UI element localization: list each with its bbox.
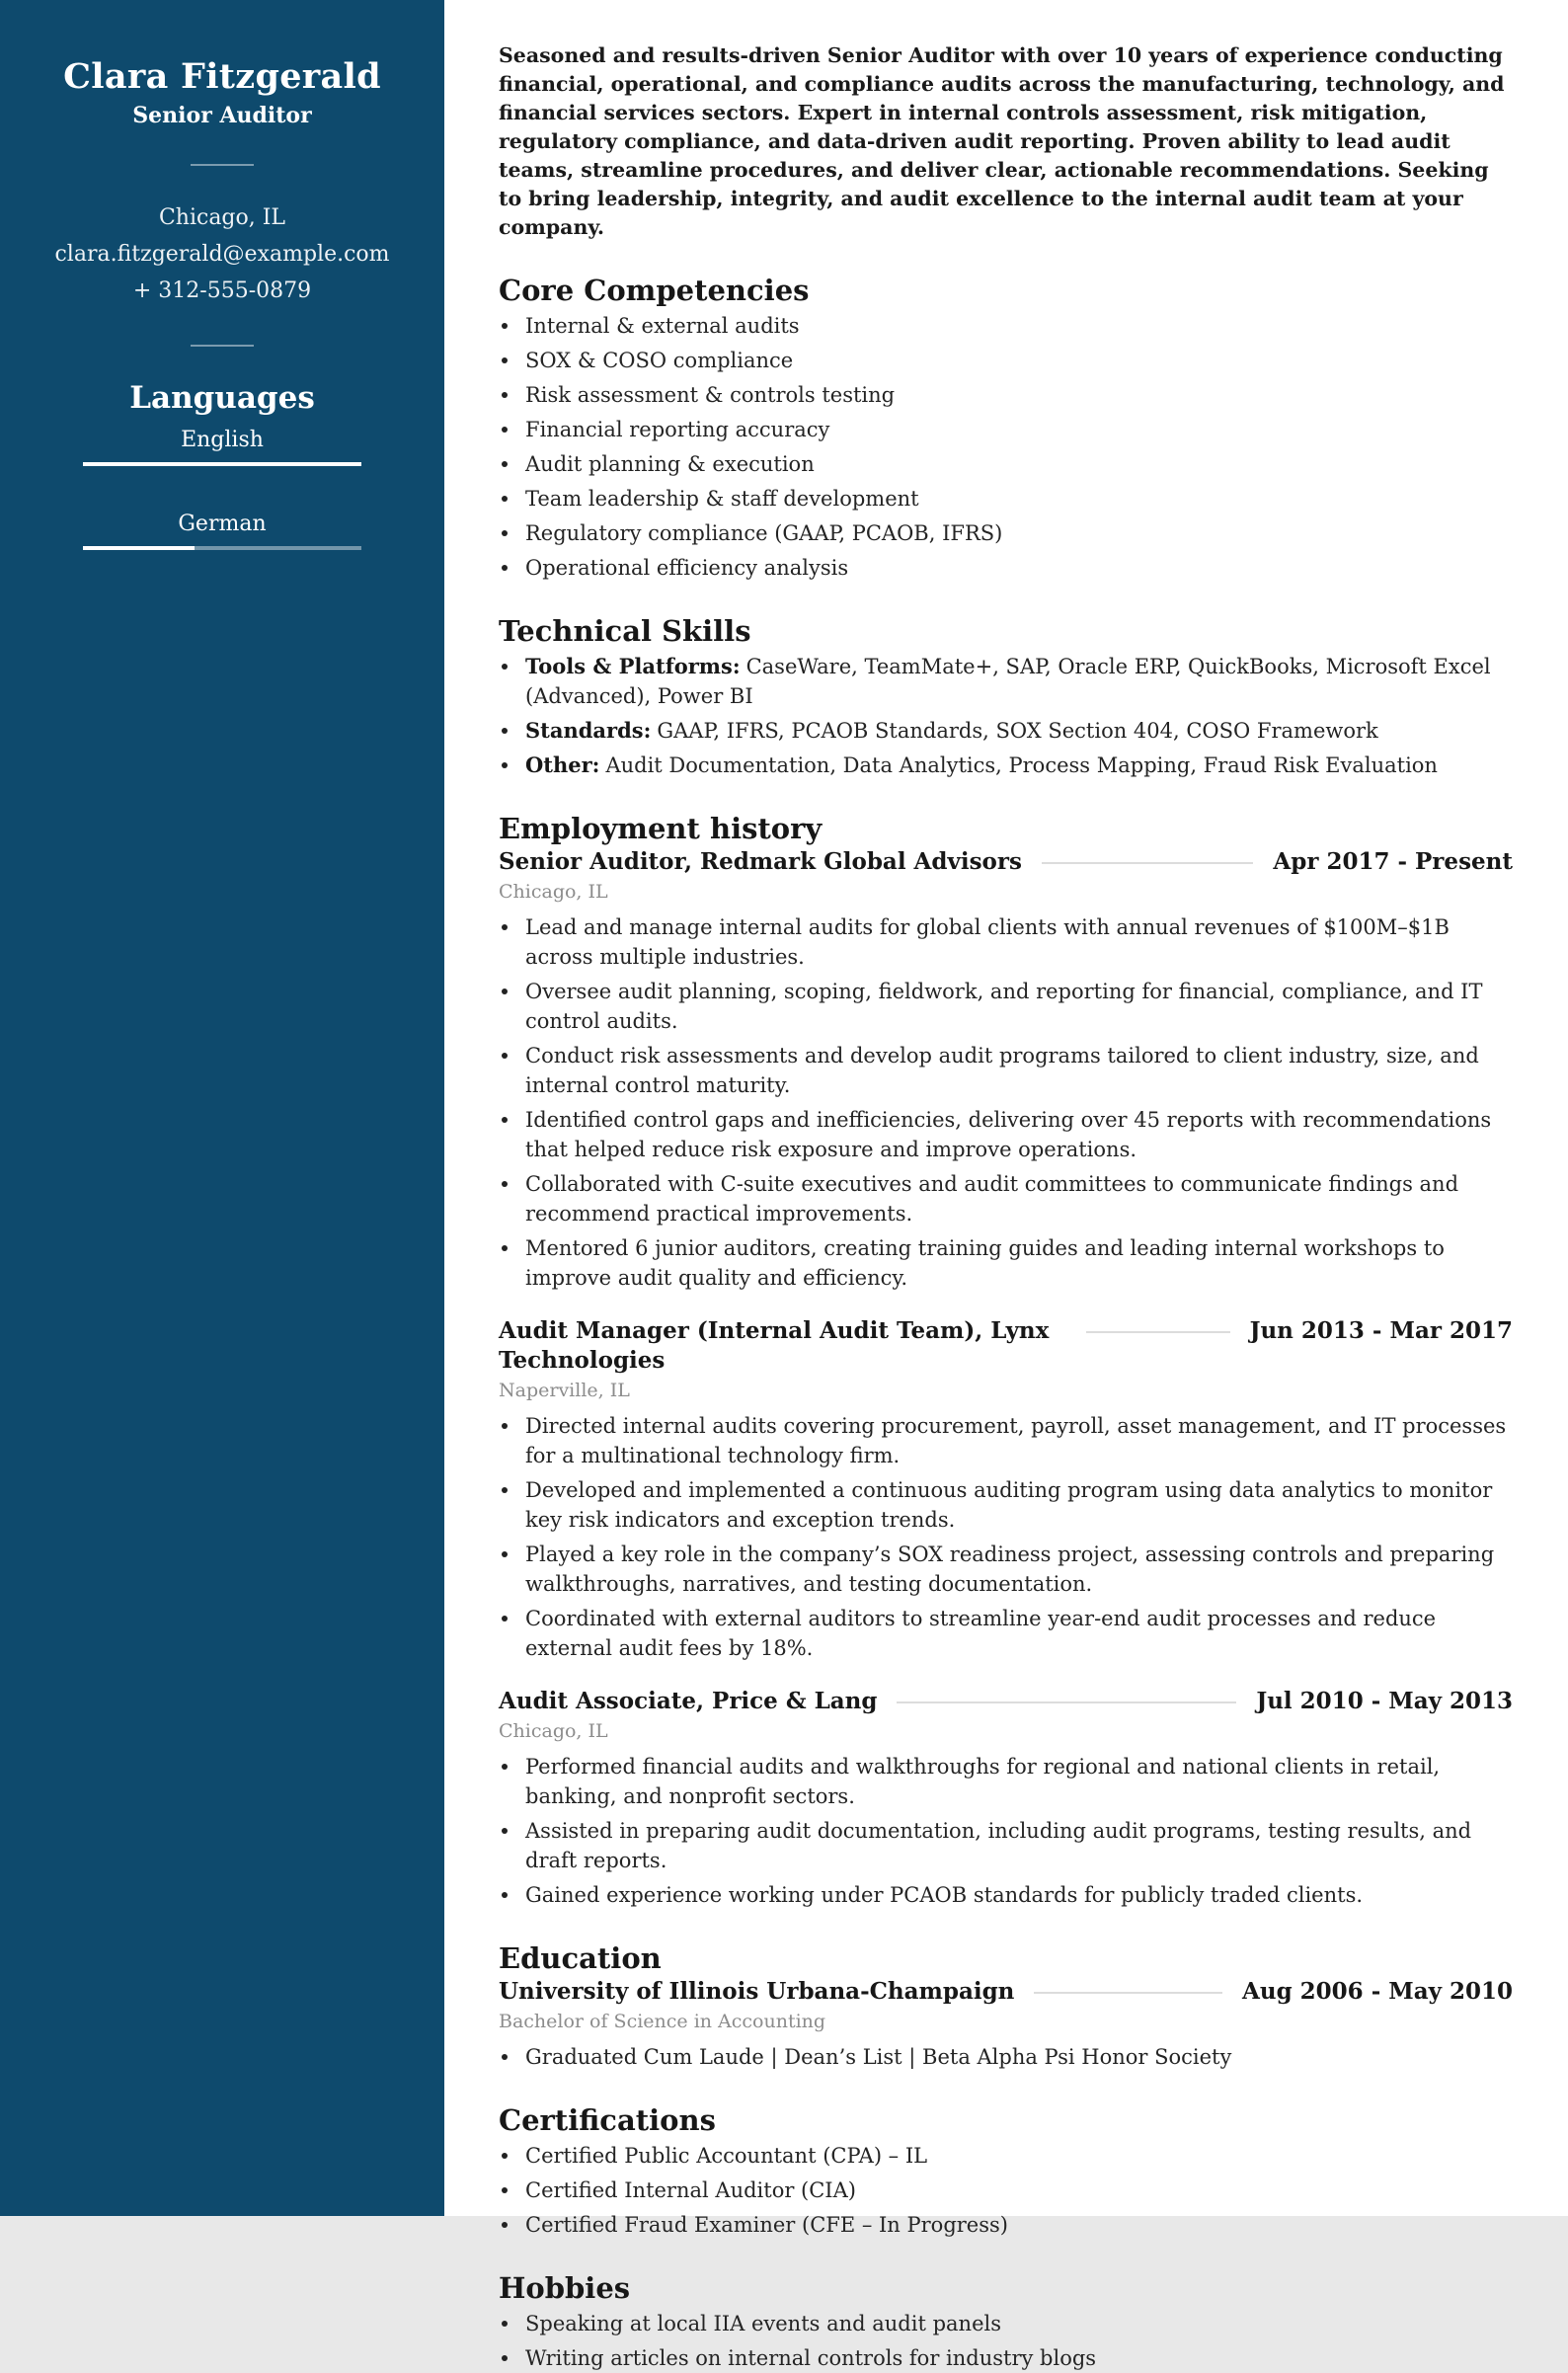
technical-skills-heading: Technical Skills — [499, 614, 751, 648]
job-location: Naperville, IL — [499, 1380, 630, 1401]
header-connector-line — [897, 1701, 1236, 1703]
job-title: Senior Auditor, Redmark Global Advisors — [499, 848, 1022, 875]
skill-item — [499, 751, 1513, 780]
education-heading: Education — [499, 1941, 662, 1975]
job-bullet: Performed financial audits and walkthroughs for regional and national clients in retail, banking, and nonprofit sectors. — [499, 1752, 1513, 1811]
competency-item: SOX & COSO compliance — [499, 346, 1513, 375]
header-connector-line — [1034, 1992, 1222, 1994]
core-competencies-heading: Core Competencies — [499, 274, 810, 307]
sidebar-divider — [191, 345, 254, 347]
job-bullet-list — [499, 1411, 1513, 1663]
school-name: University of Illinois Urbana-Champaign — [499, 1978, 1015, 2005]
job-entry — [499, 1316, 1513, 1663]
job-bullet: Played a key role in the company’s SOX readiness project, assessing controls and preparing walkthroughs, narratives, and testing documentation. — [499, 1540, 1513, 1599]
competency-item: Internal & external audits — [499, 311, 1513, 341]
certifications-list — [499, 2141, 1513, 2240]
job-bullet-list — [499, 1752, 1513, 1910]
language-level-bar — [83, 462, 361, 466]
certification-item: Certified Fraud Examiner (CFE – In Progress) — [499, 2210, 1513, 2240]
education-header — [499, 1977, 1513, 2007]
competency-item: Team leadership & staff development — [499, 484, 1513, 514]
competency-item: Audit planning & execution — [499, 449, 1513, 479]
language-label: German — [178, 512, 267, 536]
skill-label: Tools & Platforms: — [525, 654, 741, 678]
profile-summary: Seasoned and results-driven Senior Auditor with over 10 years of experience conducting financial, operational, and compliance audits across the manufacturing, technology, and financial services sectors. Expert in internal controls assessment, risk mitigation, regulatory compliance, and data-driven audit reporting. Proven ability to lead audit teams, streamline procedures, and deliver clear, actionable recommendations. Seeking to bring leadership, integrity, and audit excellence to the internal audit team at your company. — [499, 43, 1505, 239]
competency-item: Operational efficiency analysis — [499, 553, 1513, 583]
job-title: Audit Associate, Price & Lang — [499, 1688, 878, 1714]
education-entry — [499, 1977, 1513, 2072]
job-entry — [499, 847, 1513, 1293]
skill-text: GAAP, IFRS, PCAOB Standards, SOX Section 404, COSO Framework — [657, 719, 1378, 743]
languages-heading: Languages — [129, 380, 315, 416]
job-bullet-list — [499, 912, 1513, 1293]
school-dates: Aug 2006 - May 2010 — [1242, 1978, 1513, 2005]
job-bullet: Collaborated with C-suite executives and audit committees to communicate findings and recommend practical improvements. — [499, 1169, 1513, 1228]
employment-heading: Employment history — [499, 812, 823, 845]
job-bullet: Coordinated with external auditors to streamline year-end audit processes and reduce external audit fees by 18%. — [499, 1604, 1513, 1663]
person-name: Clara Fitzgerald — [63, 56, 381, 97]
job-title: Audit Manager (Internal Audit Team), Lynx Technologies — [499, 1317, 1050, 1374]
job-bullet: Gained experience working under PCAOB standards for publicly traded clients. — [499, 1880, 1513, 1910]
job-location: Chicago, IL — [499, 1720, 608, 1742]
sidebar — [0, 0, 444, 2216]
job-location: Chicago, IL — [499, 881, 608, 903]
hobbies-list — [499, 2309, 1513, 2373]
language-level-bar — [83, 546, 361, 550]
skill-text: CaseWare, TeamMate+, SAP, Oracle ERP, QuickBooks, Microsoft Excel (Advanced), Power BI — [525, 655, 1491, 708]
job-bullet: Oversee audit planning, scoping, fieldwork, and reporting for financial, compliance, and IT control audits. — [499, 977, 1513, 1036]
job-header — [499, 1687, 1513, 1716]
skill-item — [499, 652, 1513, 711]
job-bullet: Lead and manage internal audits for global clients with annual revenues of $100M–$1B across multiple industries. — [499, 912, 1513, 972]
job-bullet: Conduct risk assessments and develop audit programs tailored to client industry, size, and internal control maturity. — [499, 1041, 1513, 1100]
hobbies-heading: Hobbies — [499, 2271, 631, 2305]
contact-location: Chicago, IL — [158, 205, 286, 230]
certifications-heading: Certifications — [499, 2103, 716, 2137]
job-bullet: Directed internal audits covering procurement, payroll, asset management, and IT processes for a multinational technology firm. — [499, 1411, 1513, 1470]
job-dates: Jul 2010 - May 2013 — [1256, 1688, 1513, 1714]
language-item — [0, 426, 444, 466]
job-bullet: Assisted in preparing audit documentation, including audit programs, testing results, and draft reports. — [499, 1816, 1513, 1875]
contact-phone: + 312-555-0879 — [132, 278, 312, 303]
skill-label: Standards: — [525, 718, 652, 743]
job-bullet: Identified control gaps and inefficiencies, delivering over 45 reports with recommendations that helped reduce risk exposure and improve operations. — [499, 1105, 1513, 1164]
contact-email: clara.fitzgerald@example.com — [54, 242, 390, 267]
degree: Bachelor of Science in Accounting — [499, 2011, 826, 2032]
skill-text: Audit Documentation, Data Analytics, Process Mapping, Fraud Risk Evaluation — [605, 753, 1438, 777]
job-bullet: Developed and implemented a continuous auditing program using data analytics to monitor key risk indicators and exception trends. — [499, 1475, 1513, 1535]
skill-item — [499, 716, 1513, 746]
language-item — [0, 510, 444, 550]
sidebar-divider — [191, 164, 254, 166]
core-competencies-list — [499, 311, 1513, 583]
header-connector-line — [1086, 1331, 1229, 1333]
language-level-fill — [83, 462, 361, 466]
person-job-title: Senior Auditor — [132, 103, 312, 128]
skill-label: Other: — [525, 752, 600, 777]
header-connector-line — [1042, 862, 1253, 864]
language-label: English — [181, 428, 264, 452]
certification-item: Certified Public Accountant (CPA) – IL — [499, 2141, 1513, 2171]
competency-item: Risk assessment & controls testing — [499, 380, 1513, 410]
job-dates: Apr 2017 - Present — [1273, 848, 1513, 875]
competency-item: Financial reporting accuracy — [499, 415, 1513, 444]
job-bullet: Mentored 6 junior auditors, creating training guides and leading internal workshops to improve audit quality and efficiency. — [499, 1233, 1513, 1293]
job-header — [499, 1316, 1513, 1376]
main-content — [444, 0, 1568, 2370]
technical-skills-list — [499, 652, 1513, 780]
certification-item: Certified Internal Auditor (CIA) — [499, 2175, 1513, 2205]
education-bullet: Graduated Cum Laude | Dean’s List | Beta Alpha Psi Honor Society — [499, 2042, 1513, 2072]
competency-item: Regulatory compliance (GAAP, PCAOB, IFRS) — [499, 518, 1513, 548]
job-dates: Jun 2013 - Mar 2017 — [1249, 1317, 1513, 1344]
hobby-item: Writing articles on internal controls for industry blogs — [499, 2343, 1513, 2373]
language-level-fill — [83, 546, 195, 550]
job-header — [499, 847, 1513, 877]
education-bullet-list — [499, 2042, 1513, 2072]
job-entry — [499, 1687, 1513, 1910]
hobby-item: Speaking at local IIA events and audit panels — [499, 2309, 1513, 2338]
